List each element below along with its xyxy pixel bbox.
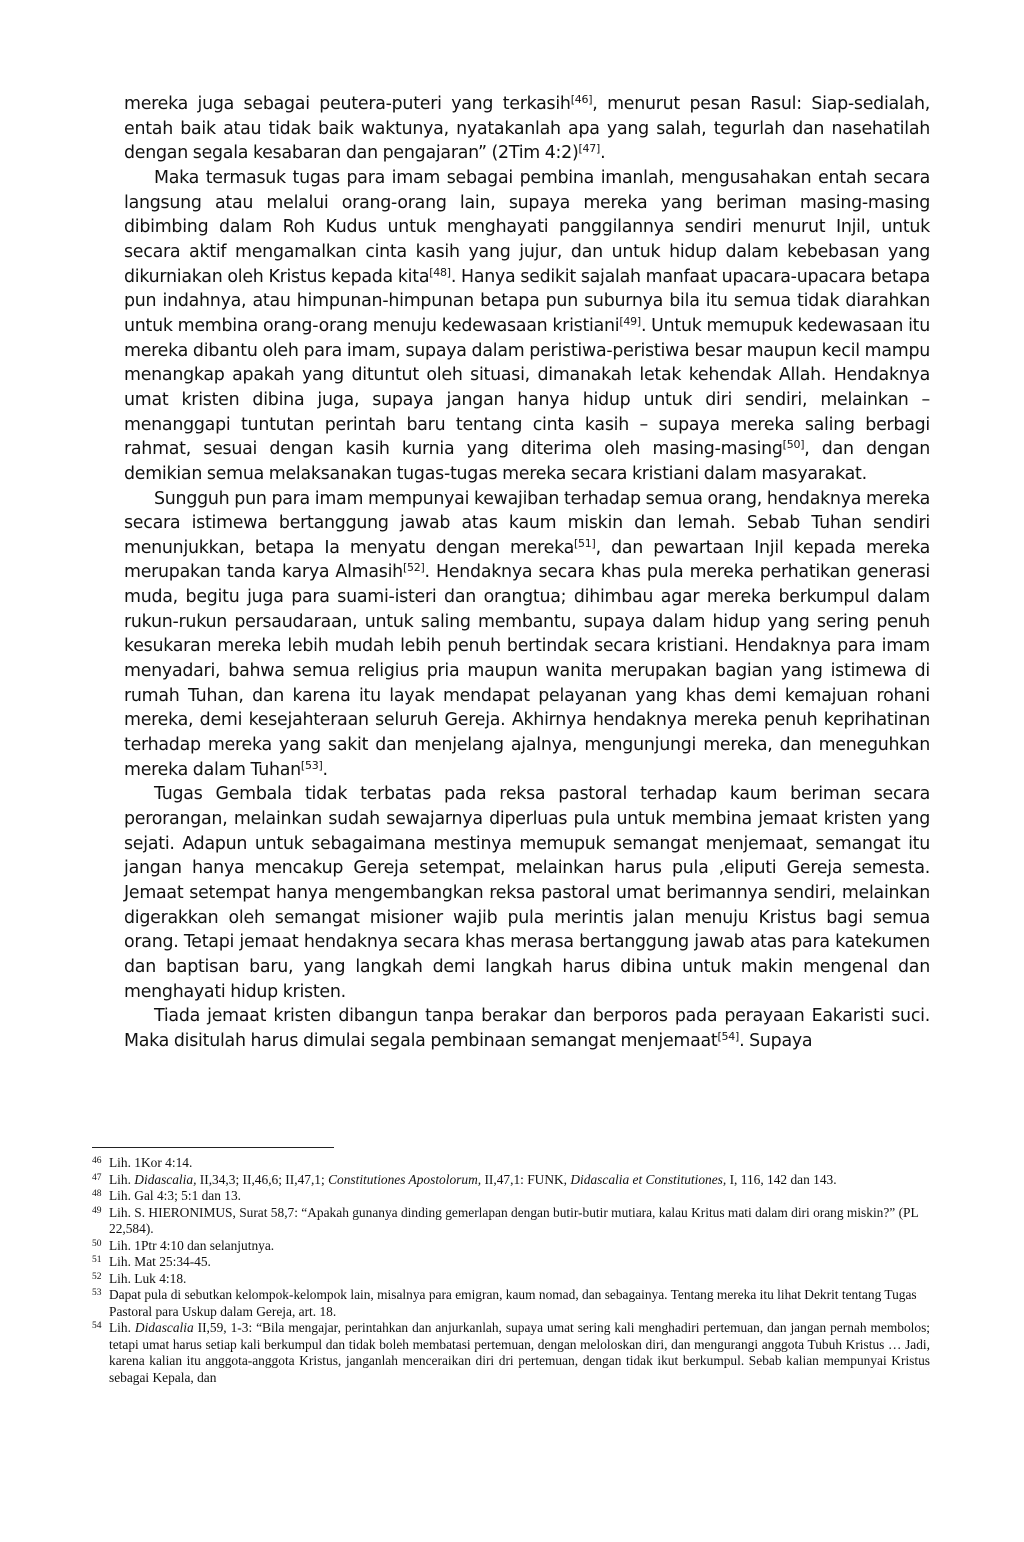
footnote-reference: [50] <box>782 438 805 452</box>
footnotes-section <box>92 1155 930 1386</box>
text-run: Sungguh pun para imam mempunyai kewajiban terhadap semua orang, hendaknya mereka secara istimewa bertanggung jawab atas kaum miskin dan lemah. Sebab Tuhan sendiri menunjukkan, betapa Ia menyatu dengan mereka <box>124 488 930 558</box>
footnote-reference: [48] <box>429 265 451 279</box>
text-run: . <box>600 143 606 164</box>
italic-title: Constitutiones Apostolorum, <box>328 1171 482 1187</box>
text-run: Lih. Luk 4:18. <box>109 1270 187 1286</box>
footnote-52: 52 Lih. Luk 4:18. <box>92 1270 187 1286</box>
main-body-text <box>124 92 930 1054</box>
footnote-51: 51 Lih. Mat 25:34-45. <box>92 1254 211 1269</box>
text-run: Lih. Gal 4:3; 5:1 dan 13. <box>109 1188 242 1203</box>
footnote-49: 49 Lih. S. HIERONIMUS, Surat 58,7: “Apakah gunanya dinding gemerlapan dengan butir-butir mutiara, kalau Kritus mati dalam diri orang miskin?” (PL 22,584). <box>92 1204 919 1236</box>
text-run: Lih. 1Kor 4:14. <box>109 1155 193 1170</box>
footnote-reference: [49] <box>619 314 641 328</box>
footnote-reference: [52] <box>402 561 425 575</box>
text-run: II,59, 1-3: “Bila mengajar, perintahkan dan anjurkanlah, supaya umat sering kali menghadiri pertemuan, dan jangan pernah membolos; tetapi umat harus setiap kali berkumpul dan tidak boleh membatasi pertemuan, dengan meloloskan diri, dan mengurangi anggota Tubuh Kristus … Jadi, karena kalian itu anggota-anggota Kristus, janganlah menceraikan diri dri pertemuan, dengan tidak ikut berkumpul. Sebab kalian mempunyai Kristus sebagai Kepala, dan <box>109 1320 931 1385</box>
footnote-47: 47 Lih. Didascalia, II,34,3; II,46,6; II,47,1; Constitutiones Apostolorum, II,47,1: FUNK, Didascalia et Constitutiones, I, 116, 142 dan 143. <box>92 1171 837 1187</box>
footnote-46: 46 Lih. 1Kor 4:14. <box>92 1155 193 1170</box>
text-run: . Hanya sedikit sajalah manfaat upacara-upacara betapa pun indahnya, atau himpunan-himpunan betapa pun suburnya bila itu semua tidak diarahkan untuk membina orang-orang menuju kedewasaan kristiani <box>124 266 930 336</box>
text-run: Dapat pula di sebutkan kelompok-kelompok lain, misalnya para emigran, kaum nomad, dan sebagainya. Tentang mereka itu lihat Dekrit tentang Tugas Pastoral para Uskup dalam Gereja, art. 18. <box>109 1287 917 1319</box>
text-run: Lih. Mat 25:34-45. <box>109 1254 211 1269</box>
text-run: Lih. S. HIERONIMUS, Surat 58,7: “Apakah gunanya dinding gemerlapan dengan butir-butir mutiara, kalau Kritus mati dalam diri orang miskin?” (PL 22,584). <box>109 1204 919 1236</box>
footnote-48: 48 Lih. Gal 4:3; 5:1 dan 13. <box>92 1188 242 1203</box>
footnote-reference: [53] <box>300 758 323 772</box>
footnote-separator <box>92 1147 334 1148</box>
footnote-reference: [47] <box>578 142 601 156</box>
footnote-reference: [54] <box>717 1029 740 1043</box>
text-run: Lih. 1Ptr 4:10 dan selanjutnya. <box>109 1237 275 1253</box>
paragraph <box>124 782 930 1004</box>
text-run: Tiada jemaat kristen dibangun tanpa berakar dan berporos pada perayaan Eakaristi suci. Maka disitulah harus dimulai segala pembinaan semangat menjemaat <box>124 1006 930 1051</box>
text-run: Maka termasuk tugas para imam sebagai pembina imanlah, mengusahakan entah secara langsung atau melalui orang-orang lain, supaya mereka yang beriman masing-masing dibimbing dalam Roh Kudus untuk menghayati panggilannya sendiri menurut Injil, untuk secara aktif mengamalkan cinta kasih yang jujur, dan untuk hidup dalam kebebasan yang dikurniakan oleh Kristus kepada kita <box>124 167 930 287</box>
text-run: , menurut pesan Rasul: Siap-sedialah, entah baik atau tidak baik waktunya, nyatakanlah apa yang salah, tegurlah dan nasehatilah dengan segala kesabaran dan pengajaran” (2Tim 4:2) <box>124 94 930 164</box>
text-run: . Hendaknya secara khas pula mereka perhatikan generasi muda, begitu juga para suami-isteri dan orangtua; dihimbau agar mereka berkumpul dalam rukun-rukun persaudaraan, untuk saling membantu, supaya dalam hidup yang sering penuh kesukaran mereka lebih mudah lebih penuh bertindak secara kristiani. Hendaknya para imam menyadari, bahwa semua religius pria maupun wanita merupakan bagian yang istimewa di rumah Tuhan, dan karena itu layak mendapat pelayanan yang khas demi kemajuan rohani mereka, demi kesejahteraan seluruh Gereja. Akhirnya hendaknya mereka penuh keprihatinan terhadap mereka yang sakit dan menjelang ajalnya, mengunjungi mereka, dan meneguhkan mereka dalam Tuhan <box>124 562 930 780</box>
footnote-reference: [51] <box>574 536 596 550</box>
footnote-54: 54 Lih. Didascalia II,59, 1-3: “Bila mengajar, perintahkan dan anjurkanlah, supaya umat sering kali menghadiri pertemuan, dan jangan pernah membolos; tetapi umat harus setiap kali berkumpul dan tidak boleh membatasi pertemuan, dengan meloloskan diri, dan mengurangi anggota Tubuh Kristus … Jadi, karena kalian itu anggota-anggota Kristus, janganlah menceraikan diri dri pertemuan, dengan tidak ikut berkumpul. Sebab kalian mempunyai Kristus sebagai Kepala, dan <box>92 1320 931 1385</box>
text-run: Lih. <box>109 1320 135 1335</box>
text-run: I, 116, 142 dan 143. <box>726 1171 837 1187</box>
paragraph <box>124 92 930 166</box>
text-run: . Supaya <box>739 1030 813 1051</box>
italic-title: Didascalia <box>134 1320 194 1335</box>
text-run: . <box>322 759 328 780</box>
text-run: Lih. <box>109 1171 135 1187</box>
paragraph <box>124 166 930 487</box>
text-run: II,47,1: FUNK, <box>481 1171 571 1187</box>
footnote-50: 50 Lih. 1Ptr 4:10 dan selanjutnya. <box>92 1237 275 1253</box>
text-run: Tugas Gembala tidak terbatas pada reksa pastoral terhadap kaum beriman secara perorangan, melainkan sudah sewajarnya diperluas pula untuk membina jemaat kristen yang sejati. Adapun untuk sebagaimana mestinya memupuk semangat menjemaat, semangat itu jangan hanya mencakup Gereja setempat, melainkan harus pula ,eliputi Gereja semesta. Jemaat setempat hanya mengembangkan reksa pastoral umat berimannya sendiri, melainkan digerakkan oleh semangat misioner wajib pula merintis jalan menuju Kristus bagi semua orang. Tetapi jemaat hendaknya secara khas merasa bertanggung jawab atas para katekumen dan baptisan baru, yang langkah demi langkah harus dibina untuk makin mengenal dan menghayati hidup kristen. <box>124 784 930 1002</box>
text-run: , dan dengan demikian semua melaksanakan tugas-tugas mereka secara kristiani dalam masyarakat. <box>124 439 930 484</box>
paragraph <box>124 487 930 783</box>
text-run: , dan pewartaan Injil kepada mereka merupakan tanda karya Almasih <box>124 537 930 583</box>
text-run: . Untuk memupuk kedewasaan itu mereka dibantu oleh para imam, supaya dalam peristiwa-peristiwa besar maupun kecil mampu menangkap apakah yang dituntut oleh situasi, dimanakah letak kehendak Allah. Hendaknya umat kristen dibina juga, supaya jangan hanya hidup untuk diri sendiri, melainkan – menanggapi tuntutan perintah baru tentang cinta kasih – supaya mereka saling berbagi rahmat, sesuai dengan kasih kurnia yang diterima oleh masing-masing <box>124 315 930 460</box>
text-run: II,34,3; II,46,6; II,47,1; <box>196 1171 329 1187</box>
paragraph <box>124 1004 930 1053</box>
footnote-53: 53 Dapat pula di sebutkan kelompok-kelompok lain, misalnya para emigran, kaum nomad, dan sebagainya. Tentang mereka itu lihat Dekrit tentang Tugas Pastoral para Uskup dalam Gereja, art. 18. <box>92 1287 917 1319</box>
text-run: mereka juga sebagai peutera-puteri yang terkasih <box>124 94 571 114</box>
italic-title: Didascalia, <box>134 1171 197 1187</box>
italic-title: Didascalia et Constitutiones, <box>570 1171 727 1187</box>
footnote-reference: [46] <box>570 93 593 106</box>
